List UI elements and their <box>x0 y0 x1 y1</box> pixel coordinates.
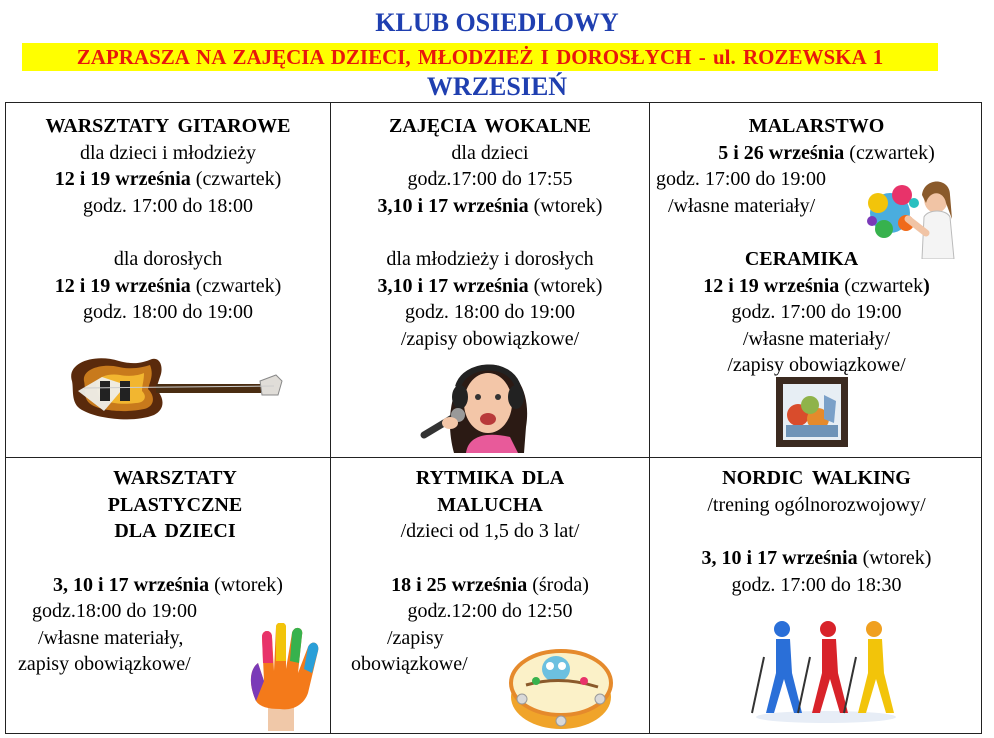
vocal-adults-group: dla młodzieży i dorosłych <box>386 248 594 270</box>
nordic-title: NORDIC WALKING <box>722 467 911 489</box>
art-title-line2: PLASTYCZNE <box>107 493 243 516</box>
tambourine-owl-icon <box>506 635 616 733</box>
vocal-title: ZAJĘCIA WOKALNE <box>388 115 591 137</box>
vocal-kids-time: godz.17:00 do 17:55 <box>407 168 573 190</box>
invitation-banner: ZAPRASZA NA ZAJĘCIA DZIECI, MŁODZIEŻ I DOROSŁYCH - ul. ROZEWSKA 1 <box>22 43 938 71</box>
club-title: KLUB OSIEDLOWY <box>375 8 619 37</box>
art-title-line3: DLA DZIECI <box>114 520 236 542</box>
rhythm-title-line1: RYTMIKA DLA <box>415 467 565 489</box>
vocal-adults-time: godz. 18:00 do 19:00 <box>405 301 575 323</box>
art-note-registration: zapisy obowiązkowe/ <box>18 653 191 675</box>
ceramics-title: CERAMIKA <box>744 248 859 270</box>
guitar-kids-group: dla dzieci i młodzieży <box>79 141 257 164</box>
nordic-time: godz. 17:00 do 18:30 <box>731 573 902 596</box>
rhythm-age: /dzieci od 1,5 do 3 lat/ <box>400 520 580 542</box>
vocal-kids-group: dla dzieci <box>451 141 529 164</box>
painted-hand-icon <box>238 623 324 731</box>
painting-note: /własne materiały/ <box>668 194 816 217</box>
nordic-walking-cell <box>654 465 979 598</box>
painting-time: godz. 17:00 do 19:00 <box>656 168 826 190</box>
painting-title: MALARSTWO <box>748 115 885 137</box>
vocal-note: /zapisy obowiązkowe/ <box>400 327 580 350</box>
art-time: godz.18:00 do 19:00 <box>32 600 197 622</box>
guitar-adults-schedule: 12 i 19 września (czwartek) <box>54 274 282 297</box>
guitar-kids-time: godz. 17:00 do 18:00 <box>83 194 253 217</box>
nordic-walkers-icon <box>746 617 906 725</box>
rhythm-schedule: 18 i 25 września (środa) <box>391 573 589 596</box>
rhythm-time: godz.12:00 do 12:50 <box>407 600 573 622</box>
vocal-kids-schedule: 3,10 i 17 września (wtorek) <box>377 194 603 217</box>
rhythm-note-line2: obowiązkowe/ <box>351 653 468 675</box>
guitar-workshop-cell <box>6 113 330 326</box>
art-note-materials: /własne materiały, <box>38 626 184 649</box>
art-title-line1: WARSZTATY <box>113 467 237 489</box>
girl-singing-microphone-icon <box>414 357 544 453</box>
schedule-grid <box>5 102 982 734</box>
ceramics-schedule: 12 i 19 września (czwartek) <box>703 274 930 297</box>
nordic-subtitle: /trening ogólnorozwojowy/ <box>707 493 926 516</box>
guitar-title: WARSZTATY GITAROWE <box>45 115 291 137</box>
nordic-schedule: 3, 10 i 17 września (wtorek) <box>701 547 932 569</box>
painting-schedule: 5 i 26 września (czwartek) <box>718 141 935 164</box>
ceramics-note-materials: /własne materiały/ <box>742 327 891 350</box>
guitar-adults-group: dla dorosłych <box>113 248 223 270</box>
ceramics-time: godz. 17:00 do 19:00 <box>731 301 902 323</box>
vocal-adults-schedule: 3,10 i 17 września (wtorek) <box>377 274 603 297</box>
guitar-kids-schedule: 12 i 19 września (czwartek) <box>54 168 282 190</box>
electric-guitar-icon <box>64 351 284 421</box>
rhythm-note-line1: /zapisy <box>387 626 444 649</box>
guitar-adults-time: godz. 18:00 do 19:00 <box>83 301 253 323</box>
rhythm-title-line2: MALUCHA <box>437 493 543 516</box>
month-title: WRZESIEŃ <box>426 72 568 101</box>
ceramic-tile-painting-icon <box>774 375 850 449</box>
girl-paint-splash-icon <box>864 173 964 259</box>
art-schedule: 3, 10 i 17 września (wtorek) <box>53 573 283 596</box>
ceramics-note-registration: /zapisy obowiązkowe/ <box>727 354 906 376</box>
vocal-class-cell <box>331 113 649 352</box>
